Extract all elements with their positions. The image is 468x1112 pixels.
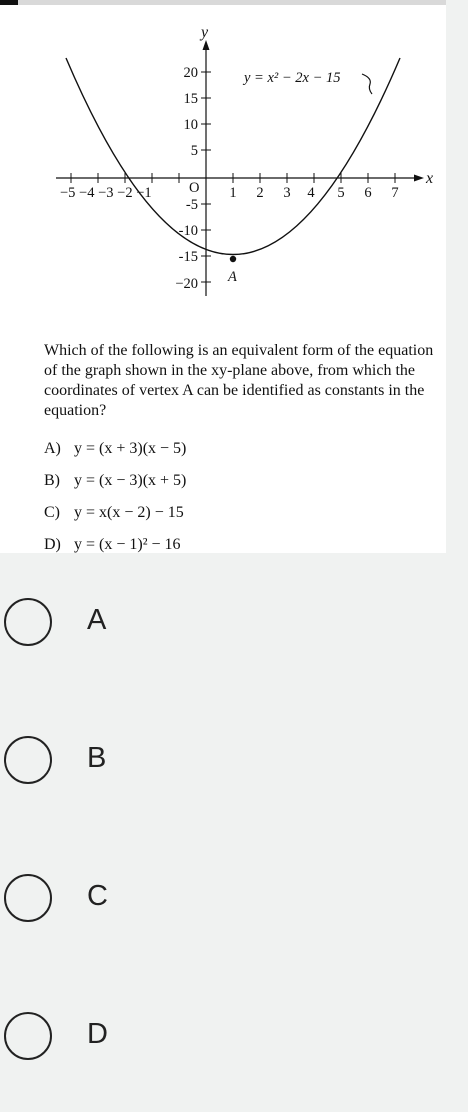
answer-option-a[interactable]: [0, 578, 468, 698]
x-ticks-negative: −5 −4 −3 −2 −1: [60, 185, 152, 201]
answer-label-b: B: [87, 742, 107, 774]
origin-label: O: [189, 180, 200, 196]
x-tick-1: 1: [229, 185, 237, 201]
x-tick-6: 6: [364, 185, 372, 201]
x-tick-3: 3: [283, 185, 291, 201]
y-tick-neg20: −20: [175, 276, 198, 292]
choice-d: [44, 533, 186, 553]
vertex-label: A: [228, 269, 237, 285]
radio-a[interactable]: [4, 598, 52, 646]
parabola-graph: [0, 0, 446, 300]
radio-b[interactable]: [4, 736, 52, 784]
y-axis-label: y: [201, 24, 209, 41]
choice-letter: B): [44, 472, 60, 489]
y-tick-15: 15: [183, 91, 198, 107]
y-tick-5: 5: [190, 143, 198, 159]
choice-list: [44, 437, 186, 553]
answer-label-d: D: [87, 1018, 108, 1050]
y-tick-neg15: -15: [178, 249, 198, 265]
choice-text: y = (x − 3)(x + 5): [74, 472, 187, 489]
answer-option-c[interactable]: [0, 854, 468, 974]
answer-label-a: A: [87, 604, 107, 636]
choice-b: [44, 469, 186, 501]
x-tick-7: 7: [391, 185, 399, 201]
choice-text: y = (x + 3)(x − 5): [74, 440, 187, 457]
question-prompt: Which of the following is an equivalent form of the equation of the graph shown in the xy-plane above, from which the coordinates of vertex A can be identified as constants in the equation?: [44, 342, 434, 419]
answer-label-c: C: [87, 880, 108, 912]
y-axis-arrow: [203, 40, 210, 50]
choice-a: [44, 437, 186, 469]
answer-option-b[interactable]: [0, 716, 468, 836]
vertex-point: [230, 256, 236, 262]
x-axis-label: x: [426, 170, 434, 187]
radio-d[interactable]: [4, 1012, 52, 1060]
y-tick-neg10: -10: [178, 223, 198, 239]
answer-option-d[interactable]: [0, 992, 468, 1112]
x-tick-2: 2: [256, 185, 264, 201]
y-tick-10: 10: [183, 117, 198, 133]
choice-text: y = x(x − 2) − 15: [74, 504, 184, 521]
choice-letter: A): [44, 440, 61, 457]
x-tick-5: 5: [337, 185, 345, 201]
choice-letter: C): [44, 504, 60, 521]
choice-text: y = (x − 1)² − 16: [74, 536, 181, 553]
equation-label: y = x² − 2x − 15: [244, 70, 341, 86]
y-tick-neg5: -5: [185, 197, 198, 213]
y-tick-20: 20: [183, 65, 198, 81]
parabola-curve: [66, 58, 400, 255]
x-tick-4: 4: [307, 185, 315, 201]
question-card: [0, 0, 446, 553]
choice-c: [44, 501, 186, 533]
choice-letter: D): [44, 536, 61, 553]
label-pointer: [362, 74, 372, 94]
x-axis-arrow: [414, 175, 424, 182]
radio-c[interactable]: [4, 874, 52, 922]
